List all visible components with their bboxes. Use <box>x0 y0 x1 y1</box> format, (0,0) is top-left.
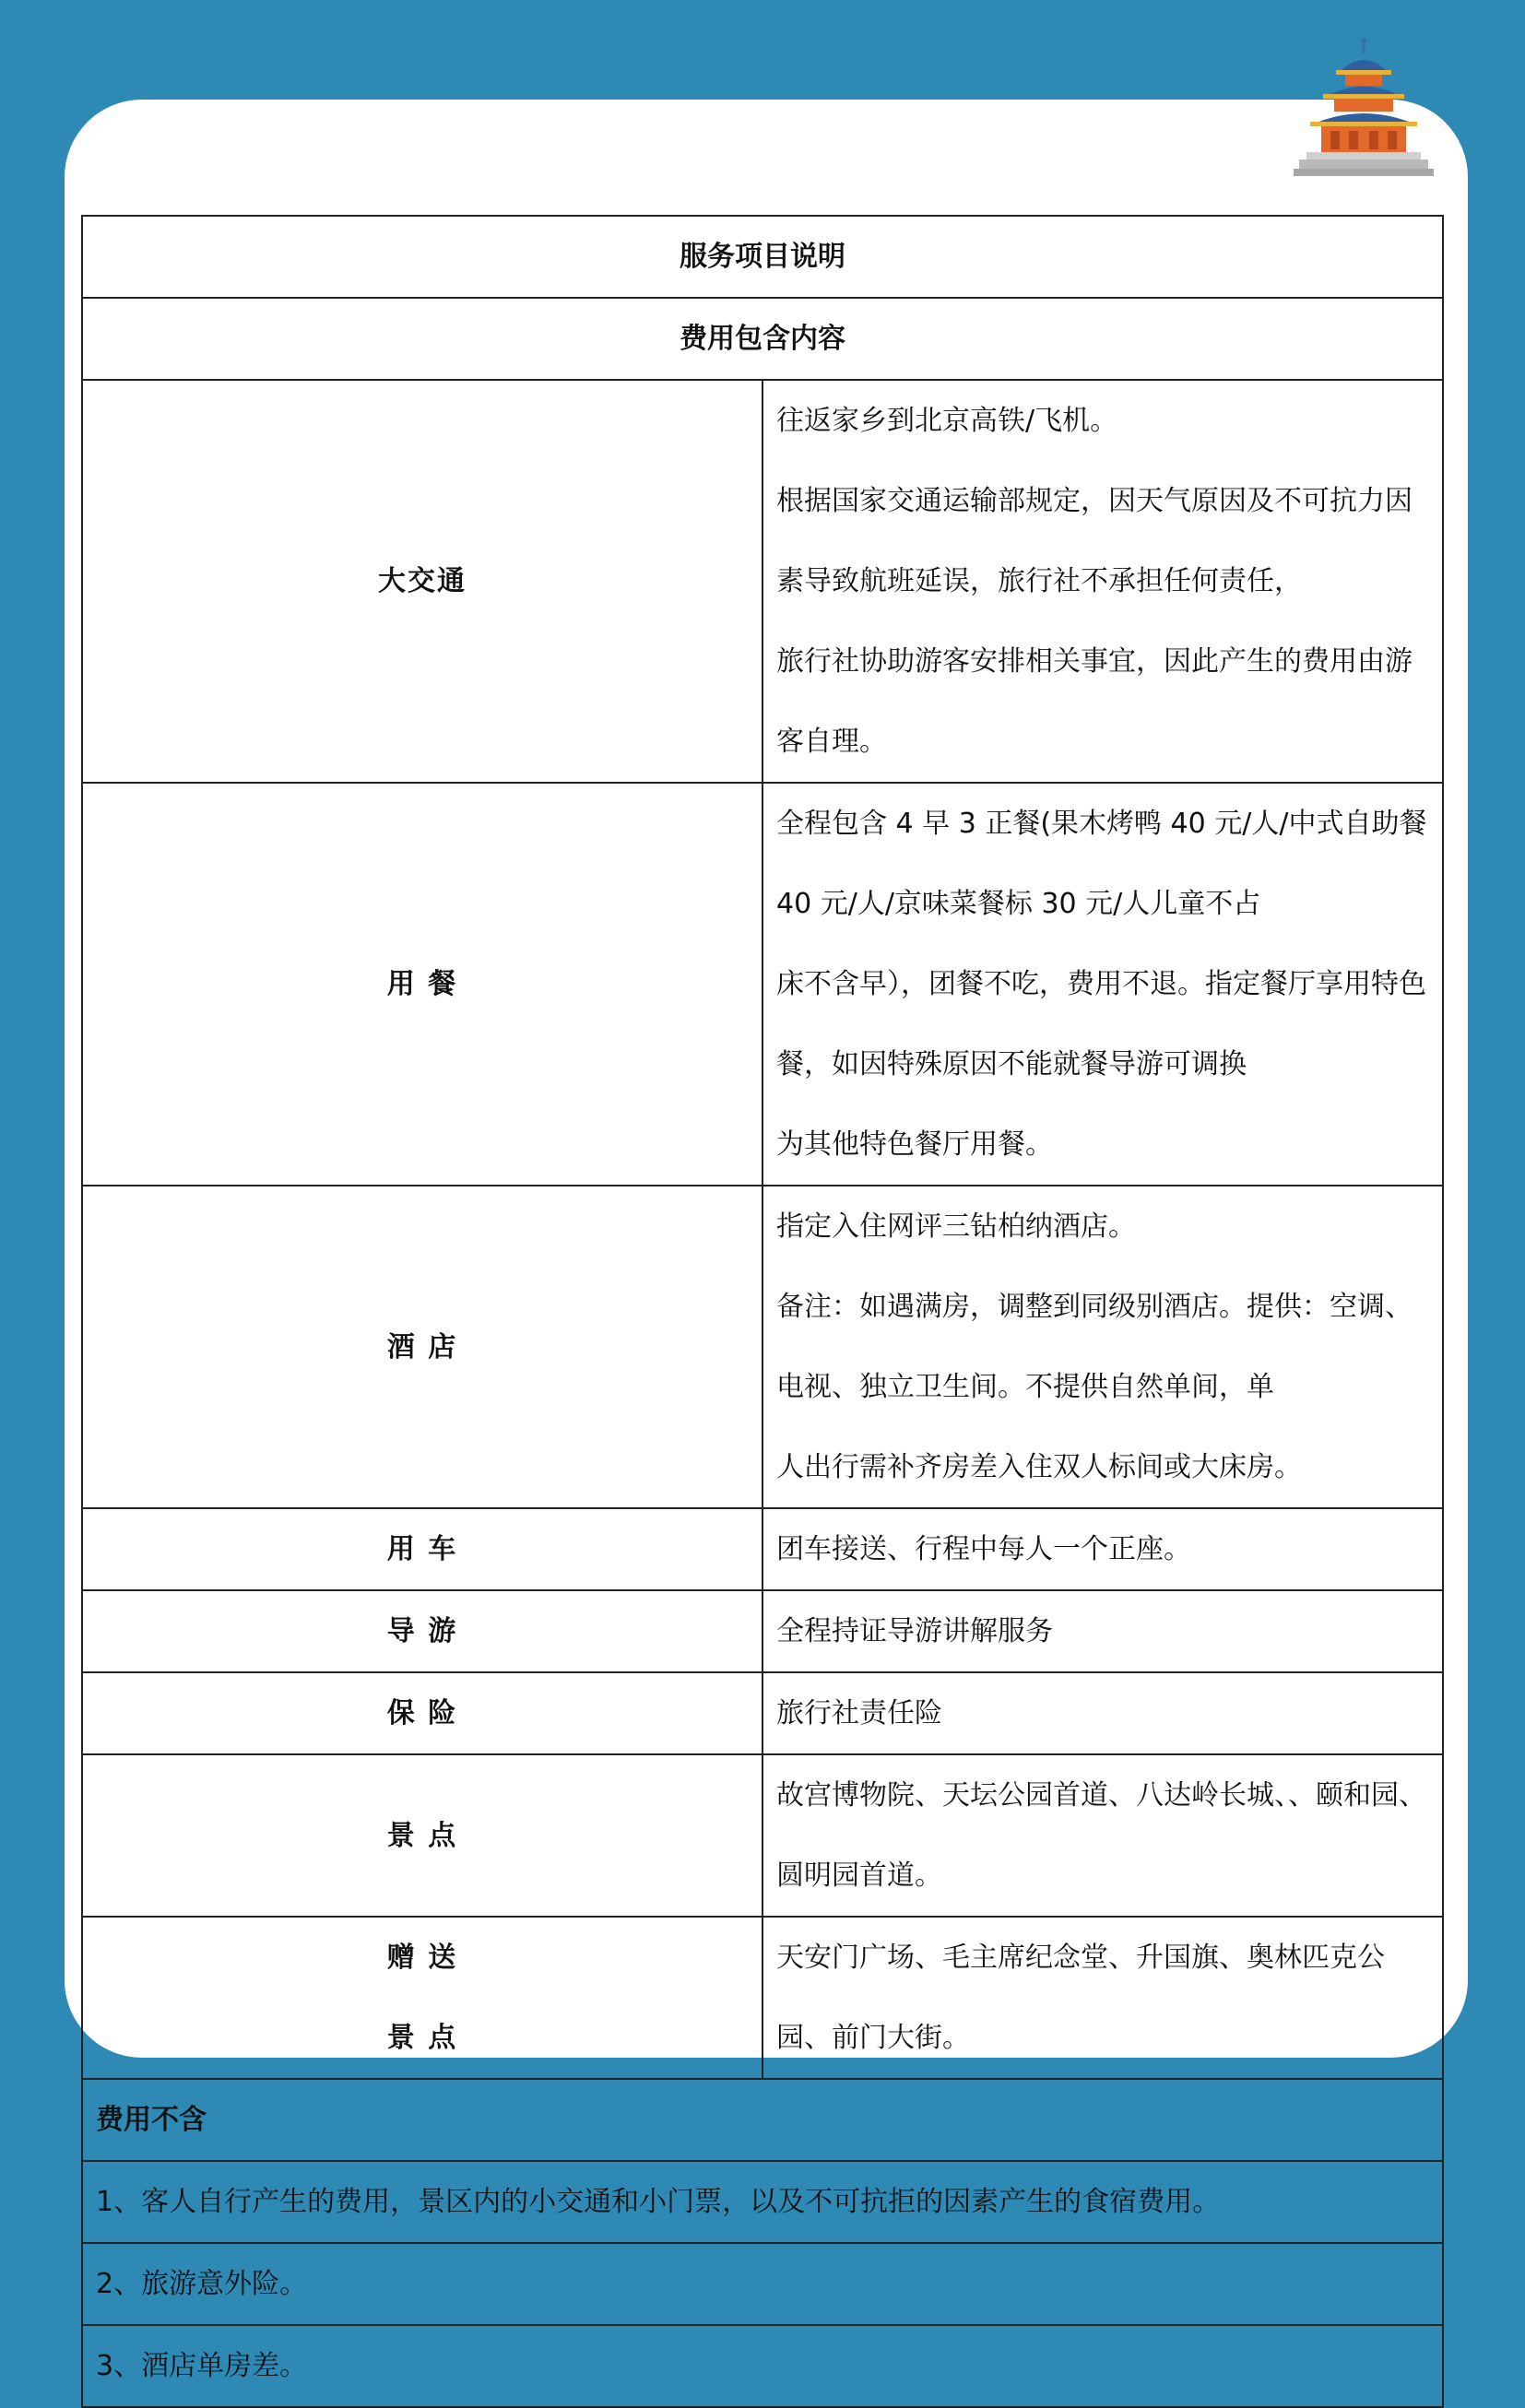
row-line: 指定入住网评三钻柏纳酒店。 <box>776 1210 1136 1243</box>
row-line: 全程包含 4 早 3 正餐(果木烤鸭 40 元/人/中式自助餐 40 元/人/京味菜餐标 30 元/人儿童不占 <box>776 808 1427 920</box>
row-line: 根据国家交通运输部规定，因天气原因及不可抗力因素导致航班延误，旅行社不承担任何责任， <box>776 485 1413 597</box>
row-label-line: 赠 送 <box>386 1942 458 1974</box>
excluded-item <box>82 2325 1443 2407</box>
excluded-text: 3、酒店单房差。 <box>82 2325 1443 2407</box>
table-title: 服务项目说明 <box>82 216 1443 298</box>
row-line: 为其他特色餐厅用餐。 <box>776 1128 1053 1161</box>
row-label: 景 点 <box>82 1754 762 1917</box>
row-content: 故宫博物院、天坛公园首道、八达岭长城、、颐和园、圆明园首道。 <box>762 1754 1443 1917</box>
table-row <box>82 380 1443 783</box>
excluded-text: 1、客人自行产生的费用，景区内的小交通和小门票，以及不可抗拒的因素产生的食宿费用。 <box>82 2161 1443 2243</box>
row-line: 旅行社协助游客安排相关事宜，因此产生的费用由游客自理。 <box>776 645 1413 758</box>
row-line: 人出行需补齐房差入住双人标间或大床房。 <box>776 1451 1302 1483</box>
table-row <box>82 1186 1443 1508</box>
row-label: 用 车 <box>82 1508 762 1590</box>
row-content: 全程持证导游讲解服务 <box>762 1590 1443 1672</box>
row-content <box>762 380 1443 783</box>
row-content: 天安门广场、毛主席纪念堂、升国旗、奥林匹克公园、前门大街。 <box>762 1917 1443 2079</box>
row-content: 团车接送、行程中每人一个正座。 <box>762 1508 1443 1590</box>
row-label-line: 景 点 <box>386 2022 458 2054</box>
table-row <box>82 1917 1443 2079</box>
row-content <box>762 1186 1443 1508</box>
excluded-heading: 费用不含 <box>82 2079 1443 2161</box>
row-label: 大交通 <box>82 380 762 783</box>
service-table <box>81 215 1444 2408</box>
excluded-text: 2、旅游意外险。 <box>82 2243 1443 2325</box>
excluded-item <box>82 2243 1443 2325</box>
table-row <box>82 783 1443 1186</box>
row-label: 用 餐 <box>82 783 762 1186</box>
table-row <box>82 1590 1443 1672</box>
row-content <box>762 783 1443 1186</box>
table-row <box>82 1672 1443 1754</box>
row-label: 导 游 <box>82 1590 762 1672</box>
row-label: 保 险 <box>82 1672 762 1754</box>
table-row <box>82 1754 1443 1917</box>
included-heading: 费用包含内容 <box>82 298 1443 380</box>
row-line: 备注：如遇满房，调整到同级别酒店。提供：空调、电视、独立卫生间。不提供自然单间，单 <box>776 1291 1413 1403</box>
row-content: 旅行社责任险 <box>762 1672 1443 1754</box>
row-label: 酒 店 <box>82 1186 762 1508</box>
row-line: 往返家乡到北京高铁/飞机。 <box>776 405 1118 437</box>
row-line: 床不含早），团餐不吃，费用不退。指定餐厅享用特色餐，如因特殊原因不能就餐导游可调换 <box>776 968 1426 1080</box>
table-row <box>82 1508 1443 1590</box>
row-label <box>82 1917 762 2079</box>
excluded-item <box>82 2161 1443 2243</box>
temple-of-heaven-icon <box>1294 35 1434 183</box>
